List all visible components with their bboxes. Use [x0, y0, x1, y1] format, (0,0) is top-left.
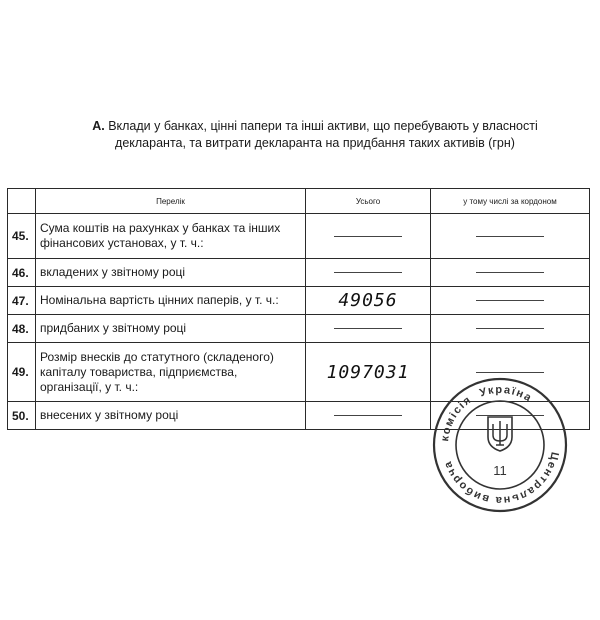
- header-list: Перелік: [36, 189, 306, 214]
- handwritten-value: 1097031: [326, 361, 410, 383]
- stamp-ring-bottom: Україна: [478, 383, 535, 405]
- table-row: [8, 287, 590, 315]
- row-number: 50.: [8, 402, 36, 430]
- empty-dash: [334, 328, 402, 329]
- table-row: [8, 315, 590, 343]
- heading-line-2: декларанта, та витрати декларанта на придбання таких активів (грн): [115, 136, 515, 150]
- stamp-ring-top: Центральна виборча: [441, 450, 561, 507]
- table-row: [8, 259, 590, 287]
- stamp-ring-right: комісія: [439, 393, 475, 443]
- empty-dash: [334, 272, 402, 273]
- total-cell: [306, 287, 431, 315]
- total-cell: [306, 402, 431, 430]
- empty-dash: [476, 272, 544, 273]
- row-number: 47.: [8, 287, 36, 315]
- empty-dash: [334, 415, 402, 416]
- heading-line-1-text: Вклади у банках, цінні папери та інші активи, що перебувають у власності: [104, 119, 538, 133]
- row-name: Номінальна вартість цінних паперів, у т. ч.:: [36, 287, 306, 315]
- heading-line-1: [80, 118, 550, 135]
- row-name: Сума коштів на рахунках у банках та інших фінансових установах, у т. ч.:: [36, 214, 306, 259]
- total-cell: [306, 259, 431, 287]
- total-cell: [306, 315, 431, 343]
- row-name: вкладених у звітному році: [36, 259, 306, 287]
- section-letter: А.: [92, 119, 105, 133]
- abroad-cell: [431, 214, 590, 259]
- row-name: придбаних у звітному році: [36, 315, 306, 343]
- empty-dash: [476, 300, 544, 301]
- abroad-cell: [431, 287, 590, 315]
- header-abroad: у тому числі за кордоном: [431, 189, 590, 214]
- row-number: 48.: [8, 315, 36, 343]
- trident-emblem-icon: [488, 417, 512, 451]
- official-stamp: [430, 375, 570, 515]
- row-name: внесених у звітному році: [36, 402, 306, 430]
- handwritten-value: 49056: [338, 290, 398, 311]
- abroad-cell: [431, 315, 590, 343]
- abroad-cell: [431, 259, 590, 287]
- section-heading: [80, 118, 550, 152]
- total-cell: [306, 343, 431, 402]
- empty-dash: [476, 328, 544, 329]
- row-name: Розмір внесків до статутного (складеного) капіталу товариства, підприємства, організації, у т. ч.:: [36, 343, 306, 402]
- header-total: Усього: [306, 189, 431, 214]
- stamp-number: 11: [493, 463, 507, 478]
- table-header-row: [8, 189, 590, 214]
- empty-dash: [476, 372, 544, 373]
- row-number: 46.: [8, 259, 36, 287]
- empty-dash: [476, 236, 544, 237]
- row-number: 45.: [8, 214, 36, 259]
- row-number: 49.: [8, 343, 36, 402]
- total-cell: [306, 214, 431, 259]
- table-row: [8, 214, 590, 259]
- empty-dash: [334, 236, 402, 237]
- header-num: [8, 189, 36, 214]
